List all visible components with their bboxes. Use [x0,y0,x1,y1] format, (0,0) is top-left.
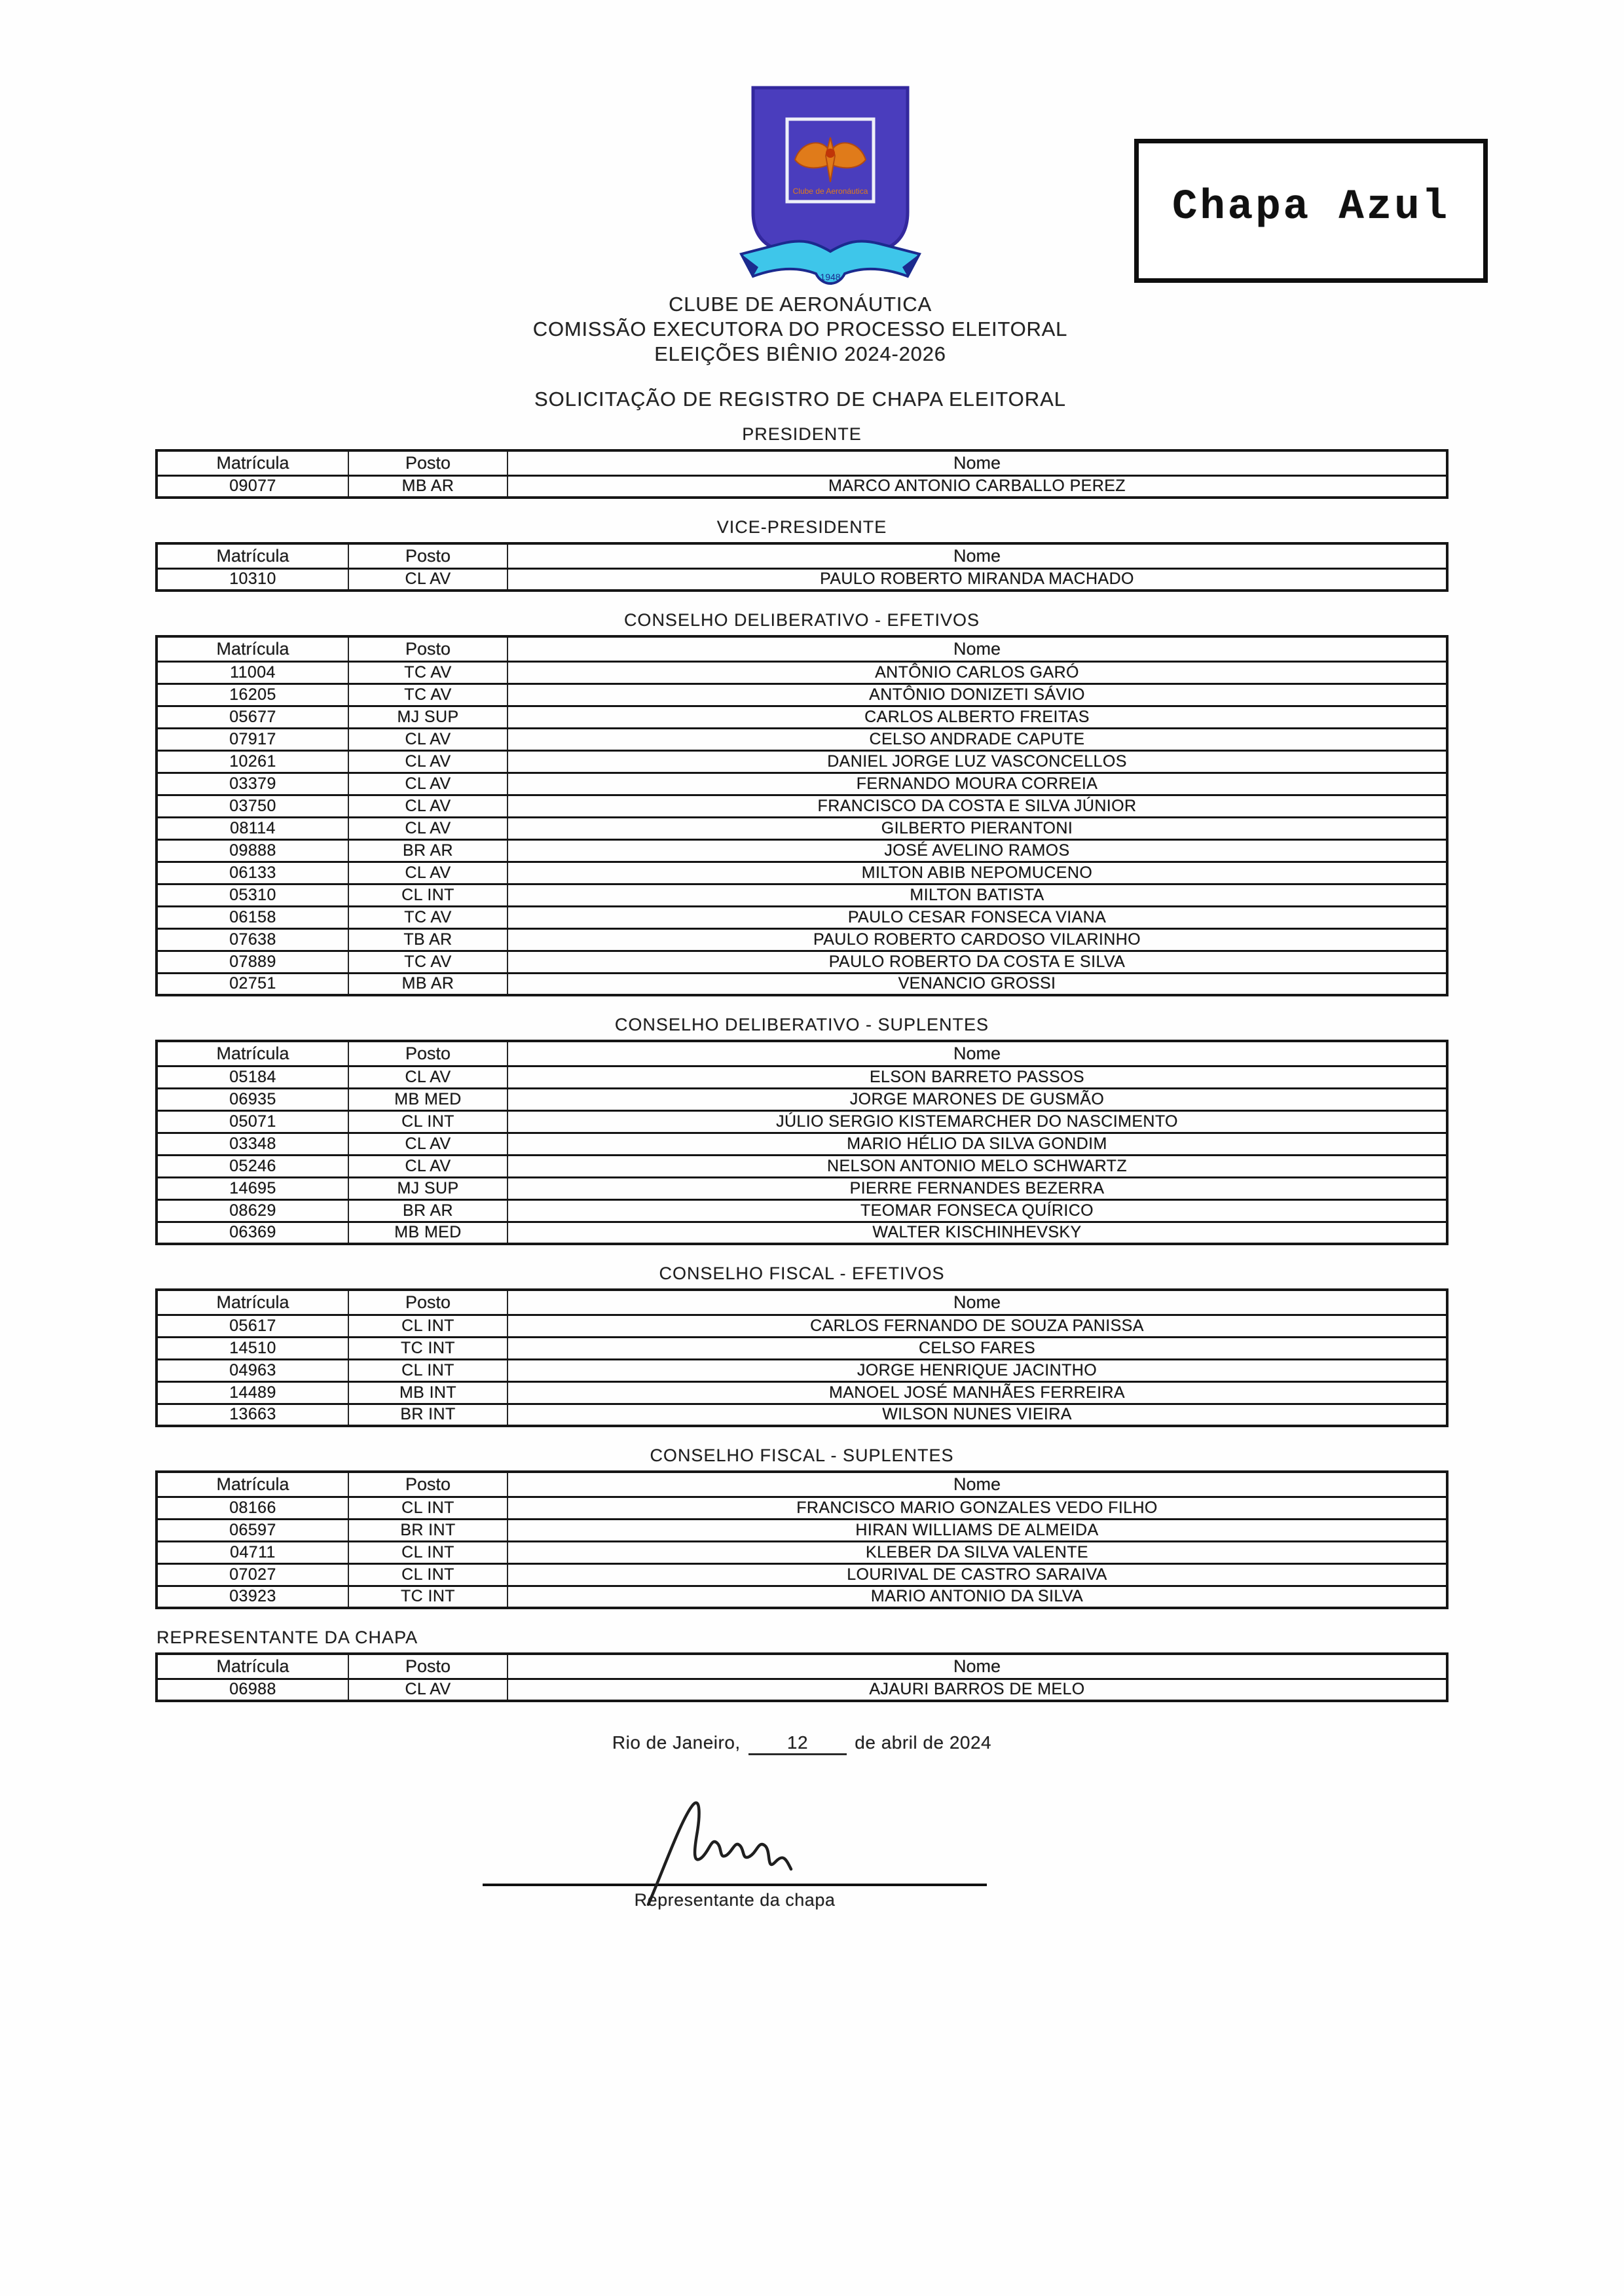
matricula-cell: 06988 [157,1679,348,1701]
nome-cell: PIERRE FERNANDES BEZERRA [507,1177,1447,1199]
column-header: Posto [348,1472,507,1497]
roster-table [155,635,1449,996]
posto-cell: CL INT [348,1541,507,1563]
column-header: Posto [348,543,507,568]
nome-cell: PAULO ROBERTO MIRANDA MACHADO [507,568,1447,591]
nome-cell: MANOEL JOSÉ MANHÃES FERREIRA [507,1381,1447,1404]
table-row [157,1110,1447,1133]
document-title: SOLICITAÇÃO DE REGISTRO DE CHAPA ELEITORAL [534,388,1067,410]
table-row [157,928,1447,951]
matricula-cell: 14695 [157,1177,348,1199]
matricula-cell: 03348 [157,1133,348,1155]
table-row [157,1133,1447,1155]
table-row [157,750,1447,773]
table-row [157,1404,1447,1426]
column-header: Nome [507,636,1447,661]
stamp-label: Chapa Azul [1172,184,1450,231]
nome-cell: WILSON NUNES VIEIRA [507,1404,1447,1426]
roster-sections [155,424,1449,1910]
column-header: Matrícula [157,1290,348,1315]
posto-cell: CL AV [348,1066,507,1088]
table-row [157,795,1447,817]
roster-head [157,636,1447,661]
posto-cell: CL AV [348,773,507,795]
section-title: CONSELHO DELIBERATIVO - SUPLENTES [614,1015,989,1034]
nome-cell: CELSO FARES [507,1337,1447,1359]
table-row [157,1497,1447,1519]
matricula-cell: 13663 [157,1404,348,1426]
matricula-cell: 04963 [157,1359,348,1381]
column-header: Nome [507,1041,1447,1066]
table-row [157,1066,1447,1088]
date-day: 12 [786,1732,809,1753]
posto-cell: CL AV [348,1133,507,1155]
nome-cell: CARLOS ALBERTO FREITAS [507,706,1447,728]
posto-cell: MJ SUP [348,706,507,728]
posto-cell: CL INT [348,1497,507,1519]
table-row [157,1315,1447,1337]
roster-head [157,1290,1447,1315]
nome-cell: LOURIVAL DE CASTRO SARAIVA [507,1563,1447,1586]
nome-cell: JOSÉ AVELINO RAMOS [507,839,1447,862]
posto-cell: BR AR [348,1199,507,1222]
nome-cell: AJAURI BARROS DE MELO [507,1679,1447,1701]
column-header: Matrícula [157,450,348,475]
table-row [157,906,1447,928]
roster-table [155,1652,1449,1702]
roster-body [157,568,1447,591]
nome-cell: GILBERTO PIERANTONI [507,817,1447,839]
matricula-cell: 06158 [157,906,348,928]
column-header: Nome [507,1472,1447,1497]
header-row [157,636,1447,661]
posto-cell: CL INT [348,1110,507,1133]
matricula-cell: 09077 [157,475,348,498]
roster-section [155,610,1449,996]
matricula-cell: 08114 [157,817,348,839]
roster-body [157,1497,1447,1608]
posto-cell: TC INT [348,1586,507,1608]
posto-cell: MB MED [348,1222,507,1244]
posto-cell: CL INT [348,1563,507,1586]
matricula-cell: 07889 [157,951,348,973]
matricula-cell: 05184 [157,1066,348,1088]
table-row [157,728,1447,750]
roster-section [155,424,1449,499]
roster-head [157,1041,1447,1066]
matricula-cell: 11004 [157,661,348,683]
nome-cell: NELSON ANTONIO MELO SCHWARTZ [507,1155,1447,1177]
nome-cell: ANTÔNIO CARLOS GARÓ [507,661,1447,683]
table-row [157,1155,1447,1177]
roster-section [155,1264,1449,1427]
table-row [157,951,1447,973]
column-header: Nome [507,543,1447,568]
posto-cell: MB INT [348,1381,507,1404]
posto-cell: TC AV [348,951,507,973]
section-title: PRESIDENTE [742,424,862,444]
column-header: Posto [348,636,507,661]
header-row [157,450,1447,475]
nome-cell: FERNANDO MOURA CORREIA [507,773,1447,795]
matricula-cell: 06935 [157,1088,348,1110]
matricula-cell: 05677 [157,706,348,728]
posto-cell: CL AV [348,795,507,817]
nome-cell: KLEBER DA SILVA VALENTE [507,1541,1447,1563]
roster-table [155,1288,1449,1427]
table-row [157,773,1447,795]
posto-cell: MB MED [348,1088,507,1110]
roster-head [157,450,1447,475]
matricula-cell: 06597 [157,1519,348,1541]
nome-cell: CARLOS FERNANDO DE SOUZA PANISSA [507,1315,1447,1337]
table-row [157,1541,1447,1563]
roster-section [155,1015,1449,1245]
table-row [157,1679,1447,1701]
roster-head [157,1654,1447,1679]
posto-cell: BR AR [348,839,507,862]
column-header: Matrícula [157,1472,348,1497]
posto-cell: CL INT [348,884,507,906]
date-day-blank [748,1732,847,1755]
nome-cell: MILTON BATISTA [507,884,1447,906]
roster-table [155,1040,1449,1245]
nome-cell: TEOMAR FONSECA QUÍRICO [507,1199,1447,1222]
table-row [157,839,1447,862]
header-row [157,1472,1447,1497]
posto-cell: CL AV [348,1155,507,1177]
section-title: CONSELHO FISCAL - EFETIVOS [659,1264,945,1283]
club-crest-logo [732,82,929,299]
matricula-cell: 04711 [157,1541,348,1563]
org-header [0,292,1600,367]
matricula-cell: 03379 [157,773,348,795]
header-row [157,1290,1447,1315]
nome-cell: WALTER KISCHINHEVSKY [507,1222,1447,1244]
matricula-cell: 03750 [157,795,348,817]
org-line-3: ELEIÇÕES BIÊNIO 2024-2026 [654,342,946,365]
nome-cell: ANTÔNIO DONIZETI SÁVIO [507,683,1447,706]
posto-cell: TC AV [348,906,507,928]
matricula-cell: 10261 [157,750,348,773]
column-header: Posto [348,450,507,475]
table-row [157,973,1447,995]
nome-cell: MARCO ANTONIO CARBALLO PEREZ [507,475,1447,498]
table-row [157,1563,1447,1586]
matricula-cell: 02751 [157,973,348,995]
matricula-cell: 05246 [157,1155,348,1177]
nome-cell: JORGE MARONES DE GUSMÃO [507,1088,1447,1110]
posto-cell: CL AV [348,1679,507,1701]
matricula-cell: 06369 [157,1222,348,1244]
column-header: Posto [348,1290,507,1315]
matricula-cell: 07027 [157,1563,348,1586]
matricula-cell: 03923 [157,1586,348,1608]
signature-line [483,1884,987,1886]
table-row [157,706,1447,728]
table-row [157,661,1447,683]
table-row [157,862,1447,884]
column-header: Matrícula [157,1654,348,1679]
crest-ribbon-year: 1948 [820,272,841,282]
matricula-cell: 16205 [157,683,348,706]
date-place: Rio de Janeiro, [612,1732,741,1753]
table-row [157,1088,1447,1110]
column-header: Nome [507,1654,1447,1679]
signature-block [483,1795,987,1910]
roster-head [157,543,1447,568]
section-title: VICE-PRESIDENTE [716,517,887,537]
crest-caption: Clube de Aeronáutica [792,187,868,196]
roster-section [155,517,1449,592]
posto-cell: CL AV [348,568,507,591]
matricula-cell: 05071 [157,1110,348,1133]
posto-cell: TC AV [348,683,507,706]
table-row [157,1586,1447,1608]
table-row [157,1199,1447,1222]
table-row [157,683,1447,706]
table-row [157,1337,1447,1359]
matricula-cell: 07917 [157,728,348,750]
column-header: Posto [348,1654,507,1679]
posto-cell: CL INT [348,1315,507,1337]
org-line-2: COMISSÃO EXECUTORA DO PROCESSO ELEITORAL [532,318,1068,340]
roster-section [155,1628,1449,1702]
column-header: Nome [507,450,1447,475]
posto-cell: TC INT [348,1337,507,1359]
roster-table [155,449,1449,499]
nome-cell: JÚLIO SERGIO KISTEMARCHER DO NASCIMENTO [507,1110,1447,1133]
nome-cell: JORGE HENRIQUE JACINTHO [507,1359,1447,1381]
posto-cell: MJ SUP [348,1177,507,1199]
matricula-cell: 10310 [157,568,348,591]
signature-label: Representante da chapa [634,1890,836,1910]
date-suffix: de abril de 2024 [855,1732,992,1753]
table-row [157,1381,1447,1404]
chapa-azul-stamp [1134,139,1488,283]
column-header: Matrícula [157,543,348,568]
date-line [155,1732,1449,1755]
nome-cell: PAULO ROBERTO DA COSTA E SILVA [507,951,1447,973]
posto-cell: CL AV [348,817,507,839]
header-row [157,1041,1447,1066]
column-header: Nome [507,1290,1447,1315]
nome-cell: DANIEL JORGE LUZ VASCONCELLOS [507,750,1447,773]
roster-body [157,475,1447,498]
matricula-cell: 07638 [157,928,348,951]
table-row [157,1222,1447,1244]
matricula-cell: 09888 [157,839,348,862]
posto-cell: CL AV [348,750,507,773]
nome-cell: PAULO CESAR FONSECA VIANA [507,906,1447,928]
nome-cell: PAULO ROBERTO CARDOSO VILARINHO [507,928,1447,951]
matricula-cell: 05310 [157,884,348,906]
matricula-cell: 14489 [157,1381,348,1404]
nome-cell: VENANCIO GROSSI [507,973,1447,995]
roster-head [157,1472,1447,1497]
roster-table [155,542,1449,592]
nome-cell: FRANCISCO MARIO GONZALES VEDO FILHO [507,1497,1447,1519]
matricula-cell: 06133 [157,862,348,884]
roster-body [157,1315,1447,1426]
matricula-cell: 08629 [157,1199,348,1222]
nome-cell: HIRAN WILLIAMS DE ALMEIDA [507,1519,1447,1541]
posto-cell: BR INT [348,1404,507,1426]
table-row [157,1359,1447,1381]
section-title: REPRESENTANTE DA CHAPA [157,1628,418,1647]
signature-scrawl [637,1795,833,1906]
posto-cell: TC AV [348,661,507,683]
roster-section [155,1446,1449,1609]
roster-body [157,661,1447,995]
org-line-1: CLUBE DE AERONÁUTICA [669,293,932,316]
table-row [157,568,1447,591]
nome-cell: FRANCISCO DA COSTA E SILVA JÚNIOR [507,795,1447,817]
nome-cell: MARIO ANTONIO DA SILVA [507,1586,1447,1608]
header-row [157,1654,1447,1679]
matricula-cell: 08166 [157,1497,348,1519]
column-header: Matrícula [157,1041,348,1066]
table-row [157,1177,1447,1199]
posto-cell: CL INT [348,1359,507,1381]
nome-cell: CELSO ANDRADE CAPUTE [507,728,1447,750]
matricula-cell: 14510 [157,1337,348,1359]
roster-table [155,1470,1449,1609]
nome-cell: MILTON ABIB NEPOMUCENO [507,862,1447,884]
nome-cell: ELSON BARRETO PASSOS [507,1066,1447,1088]
table-row [157,817,1447,839]
roster-body [157,1066,1447,1244]
section-title: CONSELHO DELIBERATIVO - EFETIVOS [623,610,980,630]
roster-body [157,1679,1447,1701]
posto-cell: CL AV [348,862,507,884]
table-row [157,1519,1447,1541]
header-row [157,543,1447,568]
section-title: CONSELHO FISCAL - SUPLENTES [650,1446,954,1465]
nome-cell: MARIO HÉLIO DA SILVA GONDIM [507,1133,1447,1155]
posto-cell: MB AR [348,973,507,995]
posto-cell: BR INT [348,1519,507,1541]
column-header: Matrícula [157,636,348,661]
posto-cell: TB AR [348,928,507,951]
table-row [157,475,1447,498]
column-header: Posto [348,1041,507,1066]
table-row [157,884,1447,906]
posto-cell: CL AV [348,728,507,750]
matricula-cell: 05617 [157,1315,348,1337]
posto-cell: MB AR [348,475,507,498]
